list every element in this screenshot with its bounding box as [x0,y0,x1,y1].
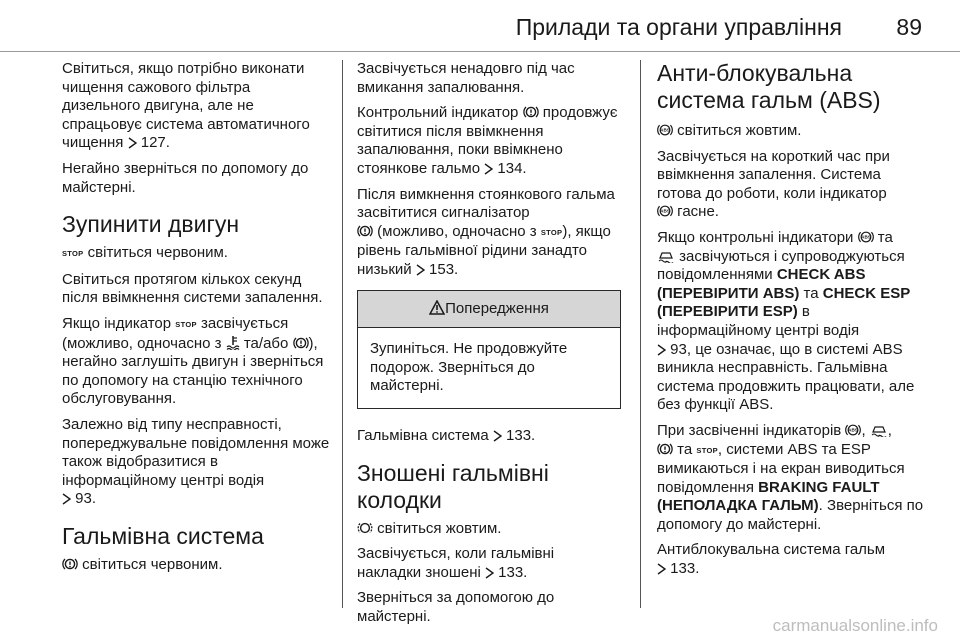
text: світиться жовтим. [377,519,502,537]
text: світиться жовтим. [677,122,802,139]
paragraph [62,315,330,409]
esp-icon [870,423,888,437]
paragraph: Засвічується ненадовго під час вмикання запалювання. [357,60,575,96]
paragraph [657,541,925,578]
page-ref: 134. [497,159,527,177]
text: , [887,421,892,439]
stop-icon: STOP [540,227,563,237]
page-ref: 153. [429,260,459,278]
arrow-ref-icon [484,163,493,175]
column-divider [640,60,641,608]
page-ref: 133. [670,560,700,578]
text: та/або [243,334,289,352]
message-text: CHECK ABS (ПЕРЕВІРИТИ ABS) [657,266,866,302]
text: засвічуються і супроводжуються повідомленнями [657,247,905,284]
paragraph [657,229,925,415]
text: Після вимкнення стоянкового гальма засвітитися сигналізатор [357,185,615,222]
paragraph [657,422,925,535]
text: та [877,228,893,246]
paragraph: Зверніться за допомогою до майстерні. [357,589,555,625]
arrow-ref-icon [657,563,666,575]
paragraph [62,416,330,509]
paragraph [357,104,621,178]
paragraph [62,244,330,264]
paragraph [657,148,925,222]
coolant-icon [226,335,240,350]
abs-icon [845,423,861,437]
text: . Зверніться по допомогу до майстерні. [657,497,924,533]
brake-pads-icon [357,521,373,535]
column-1 [62,60,330,581]
arrow-ref-icon [128,137,137,149]
section-heading-brake-system: Гальмівна система [62,522,264,549]
abs-icon [657,123,673,137]
text: ), якщо рівень гальмівної рідини занадто низький [357,222,611,278]
text: засвічується (можливо, одночасно з [62,314,289,352]
text: Якщо контрольні індикатори [657,228,854,246]
page-ref: 93, це означає, що в системі ABS виникла несправність. Гальмівна система продовжить працювати, але без функції ABS. [657,340,915,414]
svg-text:ABS: ABS [660,209,670,215]
arrow-ref-icon [62,493,71,505]
column-3 [657,60,925,586]
stop-icon: STOP [62,249,84,259]
text: Антиблокувальна система гальм [657,541,886,559]
paragraph [357,520,621,539]
page-number: 89 [896,14,922,40]
paragraph [62,556,330,575]
svg-text:ABS: ABS [860,234,871,240]
text: (можливо, одночасно з [377,222,537,240]
warning-box [357,290,621,409]
section-heading-abs: Анти-блокувальна система гальм (ABS) [657,60,881,113]
page-ref: 133. [498,563,528,581]
page-ref: 127. [140,134,170,152]
page-header [0,0,960,52]
text: Засвічується на короткий час при ввімкнення запалення. Система готова до роботи, коли індикатор [657,147,890,202]
text: Залежно від типу несправності, попереджувальне повідомлення може також відобразитися в інформаційному центрі водія [62,415,330,489]
column-divider [342,60,343,608]
stop-icon: STOP [175,319,197,329]
text: світиться червоним. [82,555,223,573]
brake-icon [357,224,373,238]
text: світиться червоним. [87,244,228,262]
column-2 [357,60,621,633]
paragraph: Світиться протягом кількох секунд після ввімкнення системи запалення. [62,270,323,307]
arrow-ref-icon [657,344,666,356]
svg-text:ABS: ABS [660,127,670,133]
warning-body: Зупиніться. Не продовжуйте подорож. Зверніться до майстерні. [370,340,568,395]
paragraph [357,545,621,582]
brake-icon [657,442,673,456]
text: Контрольний індикатор [357,104,519,122]
text: , системи ABS та ESP вимикаються і на екран виводиться повідомлення [657,440,905,496]
text: та [803,284,819,302]
stop-icon: STOP [696,445,718,455]
message-text: CHECK ESP (ПЕРЕВІРИТИ ESP) [657,284,910,321]
paragraph [657,122,925,141]
paragraph [357,427,621,446]
text: Якщо індикатор [62,314,172,332]
text: Засвічується, коли гальмівні накладки зношені [357,545,555,581]
text: та [677,440,693,458]
warning-triangle-icon [429,300,445,315]
svg-text:ABS: ABS [848,427,859,433]
text: Світиться, якщо потрібно виконати чищення сажового фільтра дизельного двигуна, але не спрацьовує система автоматичного чищення [62,60,310,152]
section-heading-stop-engine: Зупинити двигун [62,211,240,238]
text: При засвіченні індикаторів [657,421,842,439]
text: Гальмівна система [357,426,489,444]
arrow-ref-icon [485,567,494,579]
watermark: carmanualsonline.info [772,616,938,635]
abs-icon [858,230,874,244]
text: продовжує світитися після ввімкнення запалювання, поки ввімкнено стоянкове гальмо [357,104,618,177]
warning-title: Попередження [445,299,549,317]
text: гасне. [677,203,719,221]
text: в інформаційному центрі водія [657,303,860,339]
text: , [861,421,866,439]
section-heading-brake-pads: Зношені гальмівні колодки [357,459,549,513]
page-ref: 133. [506,426,536,444]
paragraph [62,60,330,153]
message-text: BRAKING FAULT (НЕПОЛАДКА ГАЛЬМ) [657,478,880,515]
abs-icon [657,204,673,218]
page-title: Прилади та органи управління [515,14,842,40]
arrow-ref-icon [416,264,425,276]
brake-icon [523,105,539,119]
brake-icon [62,557,78,571]
esp-icon [657,249,675,263]
warning-header [358,291,620,329]
paragraph [357,186,621,280]
header-divider [0,51,960,52]
page-ref: 93. [75,490,97,508]
paragraph: Негайно зверніться по допомогу до майстерні. [62,159,309,196]
arrow-ref-icon [493,430,502,442]
text: ), негайно заглушіть двигун і зверніться по допомогу на станцію технічного обслуговування. [62,334,324,408]
brake-icon [293,336,309,350]
